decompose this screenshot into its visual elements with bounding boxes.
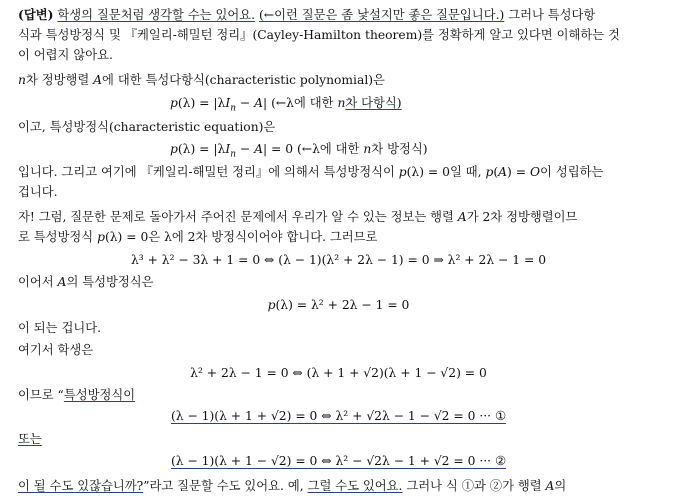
text-segment: 차 방정식): [371, 142, 428, 156]
text-segment: 의: [554, 479, 567, 493]
text-segment: | = 0 (←λ에 대한: [263, 142, 364, 156]
text-segment: 또는: [18, 432, 42, 446]
text-segment: ”라고 질문할 수도 있어요. 예,: [143, 479, 308, 493]
text-segment: I: [225, 142, 231, 156]
text-segment: (←이런 질문은 좀 낯설지만 좋은 질문입니다.): [258, 8, 505, 22]
text-segment: λ² + 2λ − 1 = 0 ⇔ (λ + 1 + √2)(λ + 1 − √2) = 0: [190, 366, 487, 380]
text-segment: (λ) = |λ: [177, 96, 226, 110]
text-segment: ) =: [507, 165, 530, 179]
text-line: [18, 208, 577, 226]
text-segment: 여기서 학생은: [18, 343, 94, 357]
text-line: [18, 386, 135, 404]
text-segment: n: [230, 149, 236, 160]
text-segment: (λ − 1)(λ + 1 + √2) = 0 ⇔ λ² + √2λ − 1 − √2 = 0 ··· ①: [170, 409, 507, 423]
text-segment: 입니다. 그리고 여기에 『케일리-해밀턴 정리』에 의해서 특성방정식이: [18, 165, 399, 179]
text-segment: 이 성립하는: [540, 165, 604, 179]
text-line: [18, 118, 275, 136]
text-line: [18, 319, 101, 337]
text-segment: 학생의 질문처럼 생각할 수는 있어요.: [57, 8, 256, 22]
text-segment: −: [235, 142, 255, 156]
text-segment: n: [18, 73, 26, 87]
equation-line: [0, 296, 677, 314]
text-segment: 이 될 수도 있잖습니까?: [18, 479, 144, 493]
text-segment: (답변): [18, 7, 54, 22]
text-segment: 이고, 특성방정식(characteristic equation)은: [18, 120, 276, 134]
text-line: [18, 183, 58, 201]
text-segment: 자! 그럼, 질문한 문제로 돌아가서 주어진 문제에서 우리가 알 수 있는 정보는 행렬: [18, 210, 458, 224]
text-segment: −: [235, 96, 255, 110]
text-segment: A: [545, 479, 555, 493]
text-segment: A: [254, 142, 263, 156]
text-segment: p: [97, 230, 105, 244]
text-segment: 가 2차 정방행렬이므: [466, 210, 578, 224]
text-segment: (λ − 1)(λ + 1 − √2) = 0 ⇔ λ² − √2λ − 1 + √2 = 0 ··· ②: [170, 454, 507, 468]
text-segment: I: [225, 96, 231, 110]
text-line: [18, 477, 566, 495]
text-segment: (λ) = λ² + 2λ − 1 = 0: [275, 298, 410, 312]
text-segment: (λ) = |λ: [177, 142, 226, 156]
text-segment: 특성방정식이: [63, 388, 136, 402]
text-segment: A: [57, 275, 67, 289]
text-line: [18, 71, 385, 89]
text-line: [18, 430, 42, 448]
text-line: [18, 6, 595, 24]
text-segment: 그럴 수도 있어요.: [307, 479, 403, 493]
text-segment: 차 다항식): [345, 96, 402, 110]
text-segment: (λ) = 0일 때,: [406, 165, 486, 179]
equation-line: [170, 140, 428, 163]
equation-line: [170, 94, 402, 117]
text-segment: A: [457, 210, 467, 224]
text-line: [18, 163, 603, 181]
text-segment: 의 특성방정식은: [66, 275, 154, 289]
text-segment: A: [498, 165, 508, 179]
text-segment: λ³ + λ² − 3λ + 1 = 0 ⇔ (λ − 1)(λ² + 2λ − 1) = 0 ⇒ λ² + 2λ − 1 = 0: [130, 253, 547, 267]
text-segment: (: [493, 165, 499, 179]
text-line: [18, 228, 377, 246]
text-segment: 이어서: [18, 275, 58, 289]
text-segment: 이 어렵지 않아요.: [18, 48, 113, 62]
text-segment: |: [263, 96, 268, 110]
text-segment: 로 특성방정식: [18, 230, 98, 244]
text-segment: p: [485, 165, 494, 179]
text-segment: 이므로 “: [18, 388, 64, 402]
text-segment: p: [170, 96, 178, 110]
text-segment: n: [230, 103, 236, 114]
text-line: [18, 26, 620, 44]
text-segment: (λ) = 0은 λ에 2차 방정식이어야 합니다. 그러므로: [104, 230, 378, 244]
equation-line: [0, 452, 677, 470]
text-segment: A: [93, 73, 103, 87]
text-segment: (←λ에 대한: [271, 96, 338, 110]
text-segment: n: [363, 142, 372, 156]
text-segment: p: [170, 142, 178, 156]
text-segment: O: [529, 165, 541, 179]
text-segment: 식과 특성방정식 및 『케일리-해밀턴 정리』(Cayley-Hamilton theorem)를 정확하게 알고 있다면 이해하는 것: [18, 28, 620, 42]
text-segment: A: [254, 96, 263, 110]
text-segment: p: [398, 165, 407, 179]
text-segment: 에 대한 특성다항식(characteristic polynomial)은: [102, 73, 385, 87]
text-segment: 이 되는 겁니다.: [18, 321, 101, 335]
text-line: [18, 46, 113, 64]
equation-line: [0, 364, 677, 382]
text-line: [18, 341, 93, 359]
text-segment: n: [337, 96, 346, 110]
text-segment: 차 정방행렬: [25, 73, 94, 87]
text-line: [18, 273, 154, 291]
text-segment: 겁니다.: [18, 185, 58, 199]
equation-line: [0, 251, 677, 269]
equation-line: [0, 407, 677, 425]
text-segment: 그러나 특성다항: [504, 8, 596, 22]
text-segment: 그러나 식 ①과 ②가 행렬: [402, 479, 546, 493]
text-segment: p: [267, 298, 276, 312]
